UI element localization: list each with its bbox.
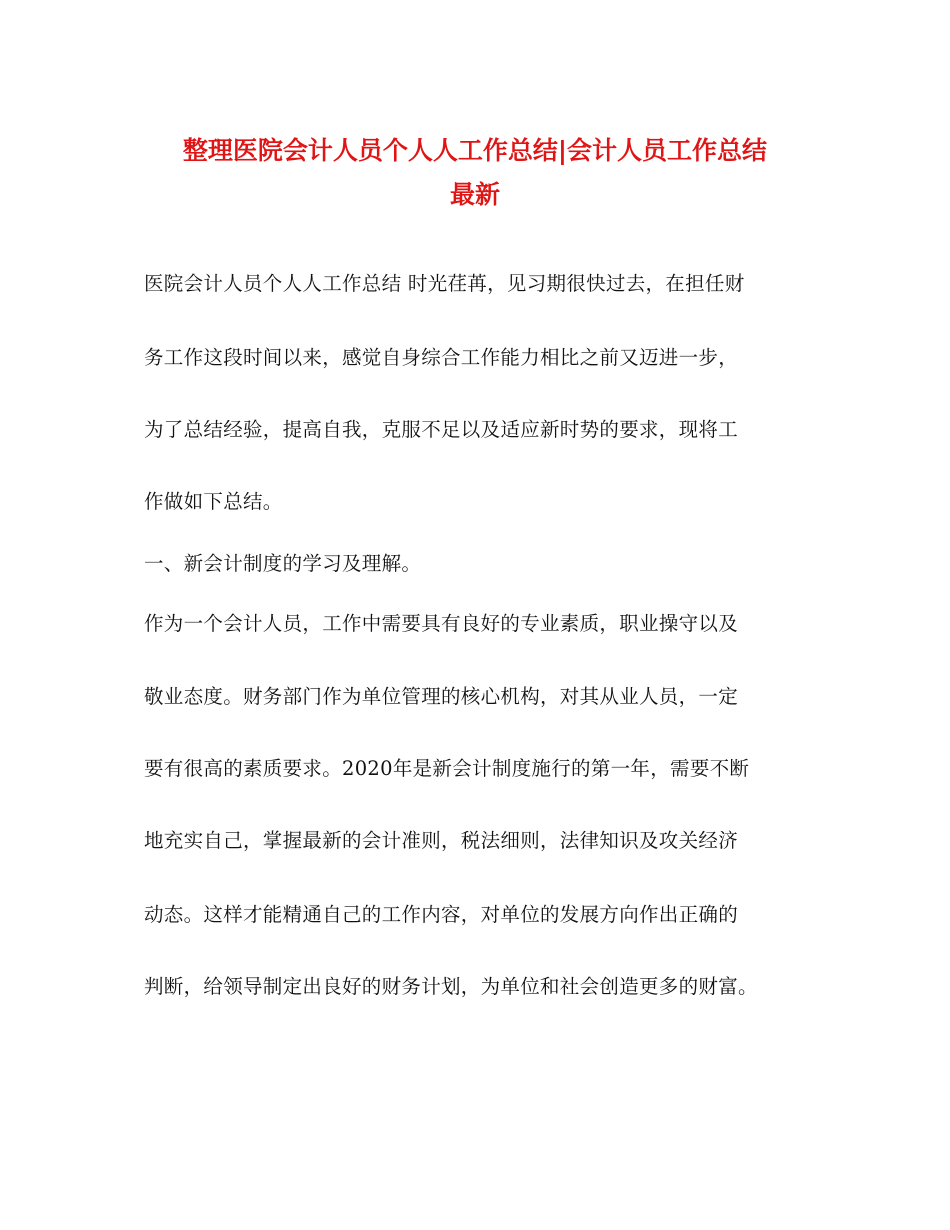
paragraph-2-line-5: 动态。这样才能精通自己的工作内容，对单位的发展方向作出正确的 <box>144 903 739 926</box>
paragraph-1-line-3: 为了总结经验，提高自我，克服不足以及适应新时势的要求，现将工 <box>144 418 739 441</box>
paragraph-1-line-4: 作做如下总结。 <box>144 490 283 513</box>
document-title-line-1: 整理医院会计人员个人人工作总结|会计人员工作总结 <box>182 136 768 165</box>
paragraph-2-line-1: 作为一个会计人员，工作中需要具有良好的专业素质，职业操守以及 <box>144 612 739 635</box>
paragraph-2-line-4: 地充实自己，掌握最新的会计准则，税法细则，法律知识及攻关经济 <box>144 829 739 852</box>
paragraph-2-line-2: 敬业态度。财务部门作为单位管理的核心机构，对其从业人员，一定 <box>144 685 739 708</box>
paragraph-2-line-3: 要有很高的素质要求。2020年是新会计制度施行的第一年，需要不断 <box>144 757 750 780</box>
paragraph-1-line-1: 医院会计人员个人人工作总结 时光荏苒，见习期很快过去，在担任财 <box>144 272 745 295</box>
paragraph-2-line-6: 判断，给领导制定出良好的财务计划，为单位和社会创造更多的财富。 <box>144 975 758 998</box>
document-title-line-2: 最新 <box>449 180 500 209</box>
paragraph-1-line-2: 务工作这段时间以来，感觉自身综合工作能力相比之前又迈进一步， <box>144 346 739 369</box>
section-1-heading: 一、新会计制度的学习及理解。 <box>144 552 422 575</box>
